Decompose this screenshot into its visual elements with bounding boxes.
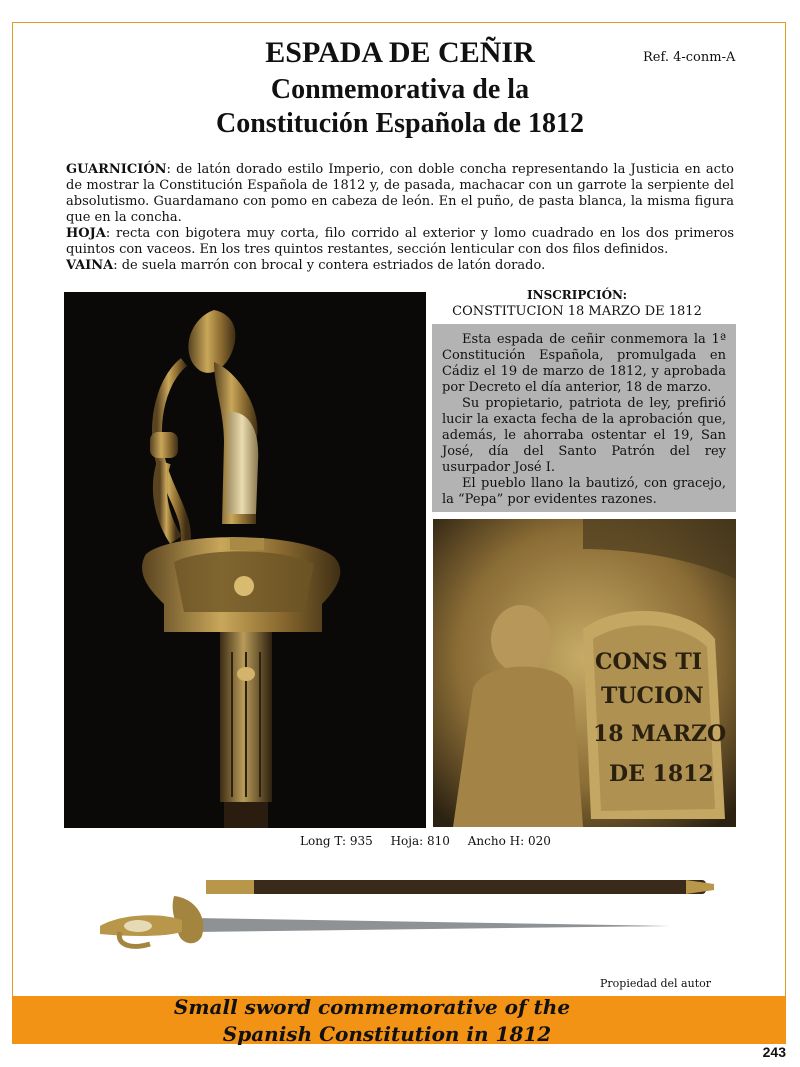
tablet-text-line-4: DE 1812: [609, 761, 714, 787]
tablet-text-line-2: TUCION: [601, 683, 704, 709]
hilt-photo: [64, 292, 426, 828]
title-line-3: Constitución Española de 1812: [216, 108, 584, 139]
dimension-width: Ancho H: 020: [467, 834, 551, 848]
shell-detail-illustration: [433, 519, 736, 827]
description-vaina: [66, 258, 734, 274]
historical-note: [432, 324, 736, 512]
dimension-blade: Hoja: 810: [390, 834, 450, 848]
tablet-text-line-3: 18 MARZO: [593, 721, 727, 747]
blade: [194, 918, 670, 932]
text-vaina: : de suela marrón con brocal y contera estriados de latón dorado.: [113, 258, 546, 273]
label-hoja: HOJA: [66, 226, 106, 241]
title-line-2: Conmemorativa de la: [270, 74, 530, 105]
full-sword-illustration: [90, 874, 730, 956]
description-hoja: [66, 226, 734, 258]
description-guarnicion: [66, 162, 734, 226]
text-hoja: : recta con bigotera muy corta, filo corrido al exterior y lomo cuadrado en los dos primeros quintos con vaceos. En los tres quintos restantes, sección lenticular con dos filos definidos.: [66, 226, 734, 257]
note-paragraph: Su propietario, patriota de ley, prefirió lucir la exacta fecha de la aprobación que, además, le ahorraba ostentar el 19, San José, día del Santo Patrón del rey usurpador José I.: [442, 396, 726, 475]
label-guarnicion: GUARNICIÓN: [66, 162, 167, 177]
label-vaina: VAINA: [66, 258, 114, 273]
english-title-line-2: Spanish Constitution in 1812: [222, 1022, 552, 1046]
hilt-illustration: [64, 292, 426, 828]
owner-credit: Propiedad del autor: [600, 977, 711, 990]
tablet-text-line-1: CONS TI: [595, 649, 702, 675]
note-paragraph: Esta espada de ceñir conmemora la 1ª Constitución Española, promulgada en Cádiz el 19 de marzo de 1812, y aprobada por Decreto el día anterior, 18 de marzo.: [442, 332, 726, 395]
title-line-1: ESPADA DE CEÑIR: [265, 36, 535, 69]
reference-code: Ref. 4-conm-A: [643, 50, 736, 65]
english-title-line-1: Small sword commemorative of the: [173, 995, 571, 1019]
dimension-length: Long T: 935: [300, 834, 373, 848]
inscription-text: CONSTITUCION 18 MARZO DE 1812: [452, 304, 702, 319]
note-paragraph: El pueblo llano la bautizó, con gracejo, la “Pepa” por evidentes razones.: [442, 476, 726, 507]
dimensions: [300, 834, 565, 848]
shell-detail-photo: [433, 519, 736, 827]
text-guarnicion: : de latón dorado estilo Imperio, con doble concha representando la Justicia en acto de mostrar la Constitución Española de 1812 y, de pasada, machacar con un garrote la serpiente del absolutismo. Guardamano con pomo en cabeza de león. En el puño, de pasta blanca, la misma figura que en la concha.: [66, 162, 734, 225]
scabbard: [206, 880, 706, 894]
page-number: 243: [762, 1044, 786, 1060]
inscription-label: INSCRIPCIÓN:: [527, 288, 627, 302]
description-block: [66, 162, 734, 274]
